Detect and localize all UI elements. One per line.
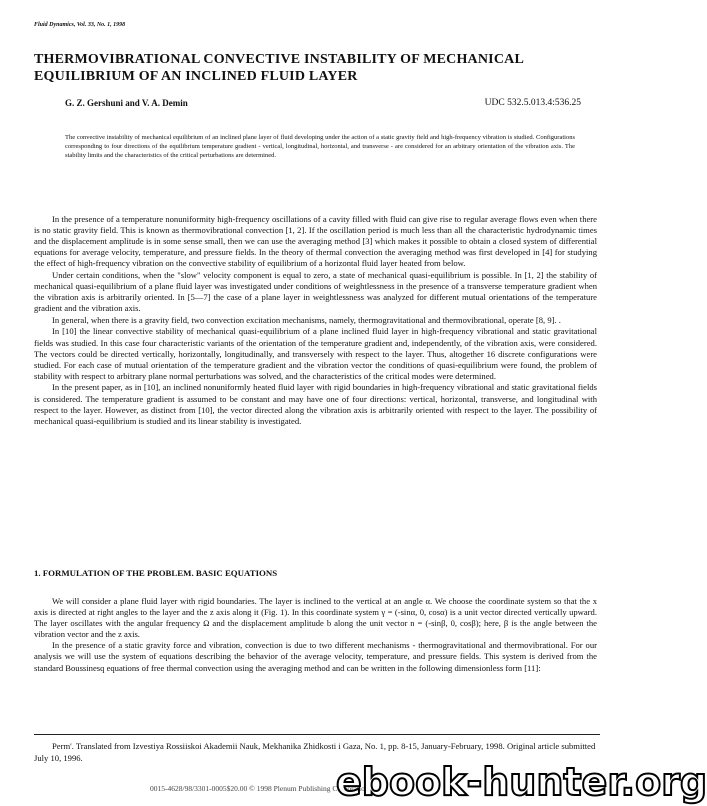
paragraph: In the present paper, as in [10], an inclined nonuniformly heated fluid layer with rigid boundaries in high-frequency vibrational and static gravitational fields is considered. The temperature gradient is assumed to be constant and may have one of four directions: vertical, horizontal, transverse, and longitudinal with respect to the layer. However, as distinct from [10], the vector directed along the vibration axis is arbitrarily oriented with respect to the layer. The possibility of mechanical quasi-equilibrium is studied and its linear stability is investigated. xyxy=(34,382,597,426)
paragraph: In [10] the linear convective stability of mechanical quasi-equilibrium of a plane inclined fluid layer in high-frequency vibrational and static gravitational fields was studied. In this case four characteristic variants of the orientation of the temperature gradient and, independently, of the vibration axis, were considered. The vectors could be directed vertically, horizontally, longitudinally, and transversely with respect to the layer. Thus, altogether 16 discrete configurations were studied. For each case of mutual orientation of the temperature gradient and the vibration vector the conditions of quasi-equilibrium were found, the problem of stability with respect to arbitrary plane normal perturbations was solved, and the characteristics of the critical modes were determined. xyxy=(34,326,597,381)
paragraph: In general, when there is a gravity field, two convection excitation mechanisms, namely, thermogravitational and thermovibrational, operate [8, 9]. . xyxy=(52,314,561,325)
copyright-line: 0015-4628/98/3301-0005$20.00 © 1998 Plenum Publishing Corporation xyxy=(150,784,369,793)
section-body xyxy=(34,596,597,674)
paper-title: THERMOVIBRATIONAL CONVECTIVE INSTABILITY OF MECHANICAL EQUILIBRIUM OF AN INCLINED FLUID LAYER xyxy=(34,52,524,84)
paragraph: We will consider a plane fluid layer with rigid boundaries. The layer is inclined to the vertical at an angle α. We choose the coordinate system so that the x axis is directed at right angles to the layer and the z axis along it (Fig. 1). In this coordinate system γ = (-sinα, 0, cosα) is a unit vector directed vertically upward. The layer oscillates with the angular frequency Ω and the displacement amplitude b along the unit vector n = (-sinβ, 0, cosβ); here, β is the angle between the vibration vector and the z axis. xyxy=(34,596,597,640)
paragraph: In the presence of a static gravity force and vibration, convection is due to two different mechanisms - thermogravitational and thermovibrational. For our analysis we will use the system of equations describing the behavior of the average velocity, temperature, and pressure fields. This system is derived from the standard Boussinesq equations of free thermal convection using the averaging method and can be written in the following dimensionless form [11]: xyxy=(34,640,597,673)
paper-authors: G. Z. Gershuni and V. A. Demin xyxy=(65,98,188,108)
udc-code: UDC 532.5.013.4:536.25 xyxy=(484,98,581,108)
introduction xyxy=(34,214,597,427)
abstract: The convective instability of mechanical equilibrium of an inclined plane layer of fluid developing under the action of a static gravity field and high-frequency vibration is studied. Configurations corresponding to four directions of the equilibrium temperature gradient - vertical, longitudinal, horizontal, and transverse - are considered for an arbitrary orientation of the vibration axis. The stability limits and the characteristics of the critical perturbations are determined. xyxy=(65,134,575,160)
footnote: Perm'. Translated from Izvestiya Rossiiskoi Akademii Nauk, Mekhanika Zhidkosti i Gaza, No. 1, pp. 8-15, January-February, 1998. Original article submitted July 10, 1996. xyxy=(34,741,596,763)
paragraph: In the presence of a temperature nonuniformity high-frequency oscillations of a cavity filled with fluid can give rise to regular average flows even when there is no static gravity field. This is known as thermovibrational convection [1, 2]. If the oscillation period is much less than all the characteristic hydrodynamic times and the displacement amplitude is in some sense small, then we can use the averaging method [3] which makes it possible to obtain a closed system of differential equations for average velocity, temperature, and pressure fields. In the theory of thermal convection the averaging method was first developed in [4] for studying the effect of high-frequency vibration on the convective stability of equilibrium of a horizontal fluid layer heated from below. xyxy=(34,214,597,269)
journal-header: Fluid Dynamics, Vol. 33, No. 1, 1998 xyxy=(34,22,126,28)
section-heading: 1. FORMULATION OF THE PROBLEM. BASIC EQUATIONS xyxy=(34,568,278,578)
paragraph: Under certain conditions, when the "slow" velocity component is equal to zero, a state of mechanical quasi-equilibrium is possible. In [1, 2] the stability of mechanical quasi-equilibrium of a plane fluid layer was investigated under conditions of weightlessness in the presence of a transverse temperature gradient when the vibration axis is arbitrarily oriented. In [5—7] the case of a plane layer in weightlessness was analyzed for different mutual orientations of the temperature gradient and the vibration axis. xyxy=(34,269,597,314)
footnote-divider xyxy=(34,734,600,735)
watermark: ebook-hunter.org xyxy=(336,760,707,804)
